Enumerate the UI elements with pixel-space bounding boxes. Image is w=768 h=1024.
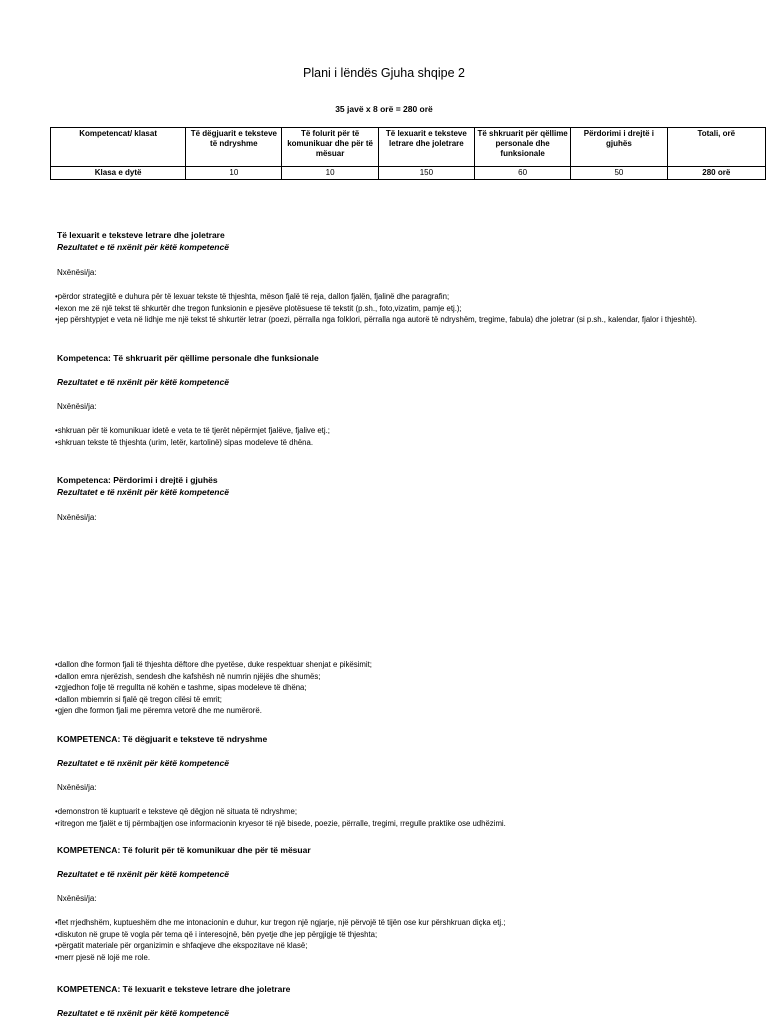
table-header: Të folurit për të komunikuar dhe për të mësuar [282, 128, 378, 167]
list-item: • shkruan për të komunikuar idetë e veta te të tjerët nëpërmjet fjalëve, fjalive etj.; [55, 425, 330, 437]
section-heading: KOMPETENCA: Të folurit për të komunikuar dhe për të mësuar [57, 845, 311, 855]
page-title: Plani i lëndës Gjuha shqipe 2 [303, 66, 465, 80]
table-header: Kompetencat/ klasat [51, 128, 186, 167]
section-results-label: Rezultatet e të nxënit për këtë kompetencë [57, 758, 229, 768]
list-item: • dallon mbiemrin si fjalë që tregon cilësi të emrit; [55, 694, 372, 706]
section-results-label: Rezultatet e të nxënit për këtë kompetencë [57, 487, 229, 497]
list-item: • jep përshtypjet e veta në lidhje me një tekst të shkurtër letrar (poezi, përralla nga folklori, përralla nga autorë të ndryshëm, tregime, fabula) dhe joletrar (si p.sh., kalendar, fjalor i thjeshtë). [55, 314, 765, 326]
section-heading: KOMPETENCA: Të dëgjuarit e teksteve të ndryshme [57, 734, 268, 744]
table-header: Të dëgjuarit e teksteve të ndryshme [186, 128, 282, 167]
section-results-label: Rezultatet e të nxënit për këtë kompetencë [57, 1008, 229, 1018]
list-item: • shkruan tekste të thjeshta (urim, letër, kartolinë) sipas modeleve të dhëna. [55, 437, 330, 449]
table-header-row [51, 128, 766, 167]
table-cell: 150 [378, 167, 474, 180]
table-cell: 50 [571, 167, 667, 180]
page-subtitle: 35 javë x 8 orë = 280 orë [335, 104, 433, 114]
table-cell: Klasa e dytë [51, 167, 186, 180]
outcome-list [55, 291, 765, 326]
table-cell: 280 orë [667, 167, 765, 180]
student-label: Nxënësi/ja: [57, 402, 97, 411]
list-item: • lexon me zë një tekst të shkurtër dhe tregon funksionin e pjesëve plotësuese të tekstit (p.sh., foto,vizatim, pamje etj.); [55, 303, 765, 315]
list-item: • përgatit materiale për organizimin e shfaqjeve dhe ekspozitave në klasë; [55, 940, 505, 952]
table-header: Përdorimi i drejtë i gjuhës [571, 128, 667, 167]
table-cell: 10 [282, 167, 378, 180]
list-item: • gjen dhe formon fjali me përemra vetorë dhe me numërorë. [55, 705, 372, 717]
list-item: • demonstron të kuptuarit e teksteve që dëgjon në situata të ndryshme; [55, 806, 506, 818]
table-header: Të shkruarit për qëllime personale dhe funksionale [475, 128, 571, 167]
student-label: Nxënësi/ja: [57, 783, 97, 792]
list-item: • dallon dhe formon fjali të thjeshta dëftore dhe pyetëse, duke respektuar shenjat e pikësimit; [55, 659, 372, 671]
list-item: • përdor strategjitë e duhura për të lexuar tekste të thjeshta, mëson fjalë të reja, dallon fjalën, fjalinë dhe paragrafin; [55, 291, 765, 303]
section-heading: Kompetenca: Të shkruarit për qëllime personale dhe funksionale [57, 353, 319, 363]
list-item: • dallon emra njerëzish, sendesh dhe kafshësh në numrin njëjës dhe shumës; [55, 671, 372, 683]
student-label: Nxënësi/ja: [57, 513, 97, 522]
outcome-list [55, 806, 506, 829]
outcome-list [55, 917, 505, 963]
table-row [51, 167, 766, 180]
section-heading: Të lexuarit e teksteve letrare dhe joletrare [57, 230, 225, 240]
list-item: • zgjedhon folje të rregullta në kohën e tashme, sipas modeleve të dhëna; [55, 682, 372, 694]
student-label: Nxënësi/ja: [57, 268, 97, 277]
table-header: Totali, orë [667, 128, 765, 167]
competence-table [50, 127, 766, 180]
list-item: • merr pjesë në lojë me role. [55, 952, 505, 964]
section-results-label: Rezultatet e të nxënit për këtë kompetencë [57, 869, 229, 879]
table-cell: 10 [186, 167, 282, 180]
student-label: Nxënësi/ja: [57, 894, 97, 903]
list-item: • ritregon me fjalët e tij përmbajtjen ose informacionin kryesor të një bisede, poezie, përralle, tregimi, rregulle praktike ose udhëzimi. [55, 818, 506, 830]
list-item: • diskuton në grupe të vogla për tema që i interesojnë, bën pyetje dhe jep përgjigje të thjeshta; [55, 929, 505, 941]
list-item: • flet rrjedhshëm, kuptueshëm dhe me intonacionin e duhur, kur tregon një ngjarje, një përvojë të tijën ose kur përshkruan diçka etj.; [55, 917, 505, 929]
outcome-list [55, 425, 330, 448]
section-heading: KOMPETENCA: Të lexuarit e teksteve letrare dhe joletrare [57, 984, 291, 994]
section-results-label: Rezultatet e të nxënit për këtë kompetencë [57, 242, 229, 252]
table-cell: 60 [475, 167, 571, 180]
section-heading: Kompetenca: Përdorimi i drejtë i gjuhës [57, 475, 218, 485]
section-results-label: Rezultatet e të nxënit për këtë kompetencë [57, 377, 229, 387]
table-header: Të lexuarit e teksteve letrare dhe joletrare [378, 128, 474, 167]
outcome-list [55, 659, 372, 717]
